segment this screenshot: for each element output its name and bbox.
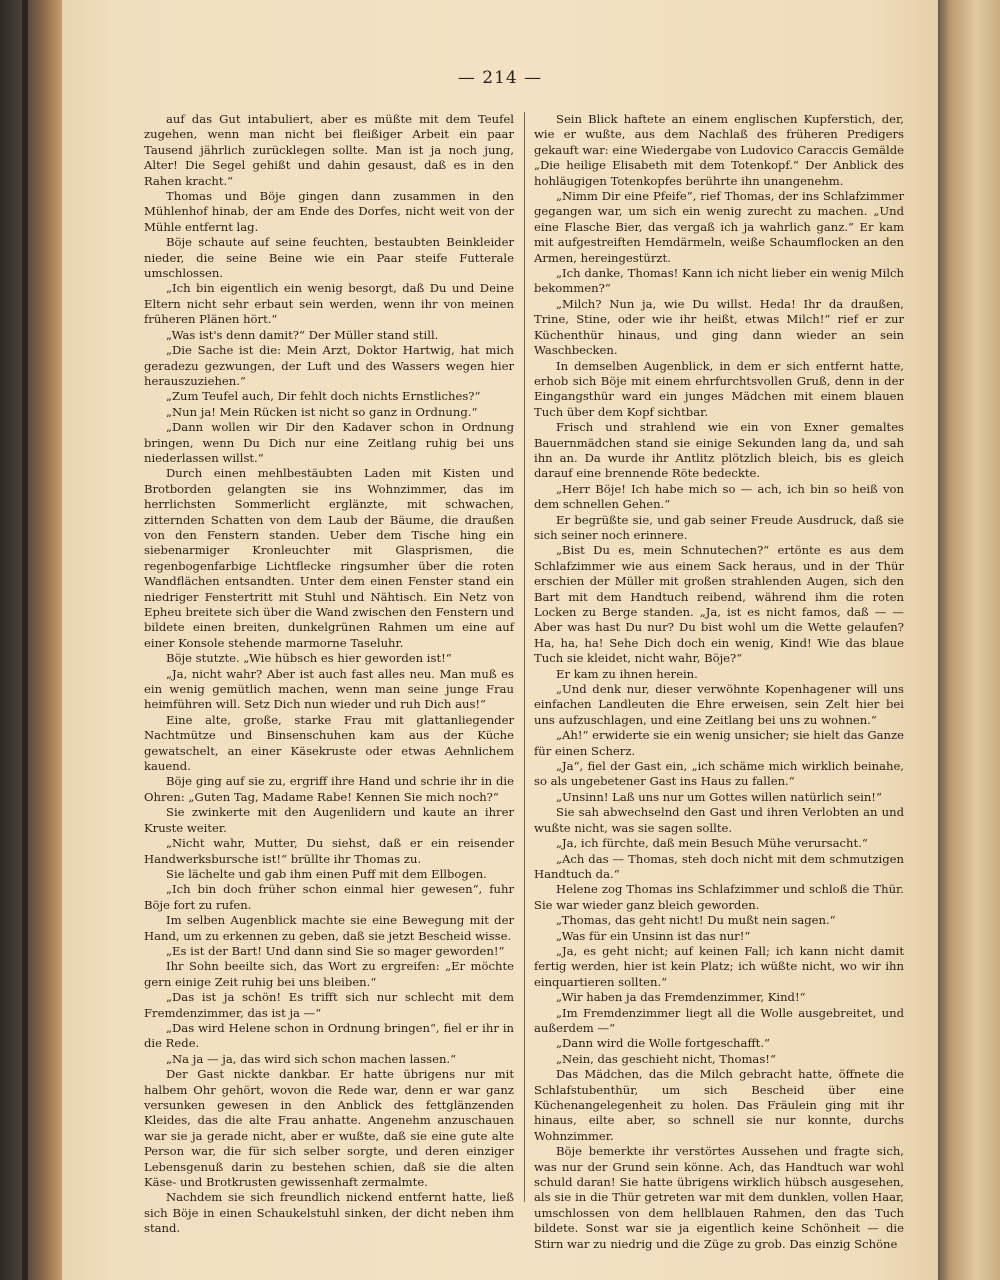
paragraph: „Ja, nicht wahr? Aber ist auch fast alles neu. Man muß es ein wenig gemütlich machen, wenn man seine junge Frau heimführen will. Setz Dich nun wieder und ruh Dich aus!“: [144, 666, 514, 712]
paragraph: „Dann wird die Wolle fortgeschafft.“: [556, 1036, 770, 1051]
paragraph: Im selben Augenblick machte sie eine Bewegung mit der Hand, um zu erkennen zu geben, daß sie jetzt Bescheid wisse.: [144, 913, 514, 943]
paragraph: Frisch und strahlend wie ein von Exner gemaltes Bauernmädchen stand sie einige Sekunden lang da, und sah ihn an. Da wurde ihr Antlitz plötzlich bleich, bis es gleich darauf eine brennende Röte bedeckte.: [534, 420, 904, 481]
paragraph: Sie sah abwechselnd den Gast und ihren Verlobten an und wußte nicht, was sie sagen sollte.: [534, 805, 904, 835]
paragraph: „Und denk nur, dieser verwöhnte Kopenhagener will uns einfachen Landleuten die Ehre erweisen, sein Zelt hier bei uns aufzuschlagen, und eine Zeitlang bei uns zu wohnen.“: [534, 682, 904, 727]
paragraph: „Milch? Nun ja, wie Du willst. Heda! Ihr da draußen, Trine, Stine, oder wie ihr heißt, etwas Milch!“ rief er zur Küchenthür hinaus, und ging dann wieder an sein Waschbecken.: [534, 296, 904, 358]
paragraph: „Wir haben ja das Fremdenzimmer, Kind!“: [556, 990, 806, 1005]
paragraph: „Das wird Helene schon in Ordnung bringen“, fiel er ihr in die Rede.: [144, 1020, 514, 1051]
paragraph: Sie zwinkerte mit den Augenlidern und kaute an ihrer Kruste weiter.: [144, 805, 514, 835]
paragraph: In demselben Augenblick, in dem er sich entfernt hatte, erhob sich Böje mit einem ehrfurchtsvollen Gruß, denn in der Eingangsthür ward ein junges Mädchen mit einem blauen Tuch über dem Kopf sichtbar.: [534, 358, 904, 419]
paragraph: auf das Gut intabuliert, aber es müßte mit dem Teufel zugehen, wenn man nicht bei fleißiger Arbeit ein paar Tausend jährlich zurücklegen sollte. Man ist ja noch jung, Alter! Die Segel gehißt und dahin gesaust, daß es in den Rahen kracht.“: [144, 112, 514, 188]
paragraph: Böje stutzte. „Wie hübsch es hier geworden ist!“: [166, 651, 452, 666]
paragraph: „Ah!“ erwiderte sie ein wenig unsicher; sie hielt das Ganze für einen Scherz.: [534, 728, 904, 758]
facing-page-edge: [938, 0, 1000, 1280]
paragraph: „Nicht wahr, Mutter, Du siehst, daß er ein reisender Handwerksbursche ist!“ brüllte ihr Thomas zu.: [144, 836, 514, 866]
paragraph: Das Mädchen, das die Milch gebracht hatte, öffnete die Schlafstubenthür, um sich Bescheid über eine Küchenangelegenheit zu holen. Das Fräulein ging mit ihr hinaus, eilte aber, so schnell sie nur konnte, durchs Wohnzimmer.: [534, 1067, 904, 1143]
paragraph: Er begrüßte sie, und gab seiner Freude Ausdruck, daß sie sich seiner noch erinnere.: [534, 512, 904, 542]
paragraph: „Zum Teufel auch, Dir fehlt doch nichts Ernstliches?“: [166, 389, 481, 404]
text-column-right: [534, 112, 904, 1251]
paragraph: „Ich bin doch früher schon einmal hier gewesen“, fuhr Böje fort zu rufen.: [144, 882, 514, 912]
paragraph: Durch einen mehlbestäubten Laden mit Kisten und Brotborden gelangten sie ins Wohnzimmer, das im herrlichsten Sommerlicht erglänzte, mit schwachen, zitternden Schatten von dem Laub der Bäume, die draußen von den Fenstern standen. Ueber dem Tische hing ein siebenarmiger Kronleuchter mit Glasprismen, die regenbogenfarbige Lichtflecke ringsumher über die roten Wandflächen entsandten. Unter dem einen Fenster stand ein niedriger Fenstertritt mit Stuhl und Nähtisch. Ein Netz von Epheu breitete sich über die Wand zwischen den Fenstern und bildete einen breiten, dunkelgrünen Rahmen um eine auf einer Konsole stehende marmorne Taseluhr.: [144, 466, 514, 650]
paragraph: Ihr Sohn beeilte sich, das Wort zu ergreifen: „Er möchte gern einige Zeit ruhig bei uns bleiben.“: [144, 959, 514, 989]
paragraph: „Ja, ich fürchte, daß mein Besuch Mühe verursacht.“: [556, 836, 868, 851]
paragraph: „Herr Böje! Ich habe mich so — ach, ich bin so heiß von dem schnellen Gehen.“: [534, 481, 904, 512]
text-column-left: [144, 112, 514, 1236]
paragraph: Böje schaute auf seine feuchten, bestaubten Beinkleider nieder, die seine Beine wie ein Paar steife Futterale umschlossen.: [144, 235, 514, 281]
paragraph: „Im Fremdenzimmer liegt all die Wolle ausgebreitet, und außerdem —“: [534, 1005, 904, 1035]
paragraph: „Was für ein Unsinn ist das nur!“: [556, 928, 751, 943]
paragraph: „Ja, es geht nicht; auf keinen Fall; ich kann nicht damit fertig werden, hier ist kein Platz; ich wüßte nicht, wo wir ihn einquartieren sollten.“: [534, 943, 904, 989]
paragraph: Nachdem sie sich freundlich nickend entfernt hatte, ließ sich Böje in einen Schaukelstuhl sinken, der dicht neben ihm stand.: [144, 1190, 514, 1236]
paragraph: „Ich danke, Thomas! Kann ich nicht lieber ein wenig Milch bekommen?“: [534, 266, 904, 296]
paragraph: „Na ja — ja, das wird sich schon machen lassen.“: [166, 1051, 457, 1066]
paragraph: „Ich bin eigentlich ein wenig besorgt, daß Du und Deine Eltern nicht sehr erbaut sein werden, wenn ihr von meinen früheren Plänen hört.“: [144, 281, 514, 327]
paragraph: „Was ist's denn damit?“ Der Müller stand still.: [166, 327, 439, 342]
book-binding: [0, 0, 62, 1280]
paragraph: Böje bemerkte ihr verstörtes Aussehen und fragte sich, was nur der Grund sein könne. Ach, das Handtuch war wohl schuld daran! Sie hatte übrigens wirklich hübsch ausgesehen, als sie in die Thür getreten war mit dem dunklen, vollen Haar, umschlossen von dem hellblauen Rahmen, den das Tuch bildete. Sonst war sie ja eigentlich keine Schönheit — die Stirn war zu niedrig und die Züge zu grob. Das einzig Schöne: [534, 1144, 904, 1251]
paragraph: „Ja“, fiel der Gast ein, „ich schäme mich wirklich beinahe, so als ungebetener Gast ins Haus zu fallen.“: [534, 759, 904, 789]
paragraph: „Nimm Dir eine Pfeife“, rief Thomas, der ins Schlafzimmer gegangen war, um sich ein wenig zurecht zu machen. „Und eine Flasche Bier, das vergaß ich ja wahrlich ganz.“ Er kam mit aufgestreiften Hemdärmeln, weiße Schaumflocken an den Armen, hereingestürzt.: [534, 189, 904, 265]
paragraph: „Nun ja! Mein Rücken ist nicht so ganz in Ordnung.“: [166, 404, 478, 419]
paragraph: „Ach das — Thomas, steh doch nicht mit dem schmutzigen Handtuch da.“: [534, 851, 904, 881]
paragraph: Eine alte, große, starke Frau mit glattanliegender Nachtmütze und Binsenschuhen kam aus der Küche gewatschelt, an einer Käsekruste oder etwas Aehnlichem kauend.: [144, 712, 514, 774]
paragraph: „Dann wollen wir Dir den Kadaver schon in Ordnung bringen, wenn Du Dich nur eine Zeitlang ruhig bei uns niederlassen willst.“: [144, 420, 514, 465]
paragraph: Der Gast nickte dankbar. Er hatte übrigens nur mit halbem Ohr gehört, wovon die Rede war, denn er war ganz versunken gewesen in den Anblick des fettglänzenden Kleides, das die alte Frau anhatte. Angenehm anzuschauen war sie ja gerade nicht, aber er wußte, daß sie eine gute alte Person war, die für sich selber sorgte, und deren einziger Lebensgenuß darin zu bestehen schien, daß sie die alten Käse- und Brotkrusten gewissenhaft zermalmte.: [144, 1067, 514, 1190]
book-page: [62, 0, 938, 1280]
paragraph: „Bist Du es, mein Schnutechen?“ ertönte es aus dem Schlafzimmer wie aus einem Sack heraus, und in der Thür erschien der Müller mit großen strahlenden Augen, sich den Bart mit dem Handtuch reibend, während ihm die roten Locken zu Berge standen. „Ja, ist es nicht famos, daß — — Aber was hast Du nur? Du bist wohl um die Wette gelaufen? Ha, ha, ha! Sehe Dich doch ein wenig, Kind! Wie das blaue Tuch sie kleidet, nicht wahr, Böje?“: [534, 543, 904, 666]
column-divider: [524, 112, 525, 1202]
paragraph: „Die Sache ist die: Mein Arzt, Doktor Hartwig, hat mich geradezu gezwungen, der Luft und des Wassers wegen hier herauszuziehen.“: [144, 343, 514, 388]
paragraph: „Das ist ja schön! Es trifft sich nur schlecht mit dem Fremdenzimmer, das ist ja —“: [144, 990, 514, 1020]
paragraph: „Thomas, das geht nicht! Du mußt nein sagen.“: [556, 913, 836, 928]
binding-edge: [22, 0, 28, 1280]
paragraph: „Nein, das geschieht nicht, Thomas!“: [556, 1051, 776, 1066]
paragraph: Helene zog Thomas ins Schlafzimmer und schloß die Thür. Sie war wieder ganz bleich geworden.: [534, 882, 904, 912]
paragraph: Böje ging auf sie zu, ergriff ihre Hand und schrie ihr in die Ohren: „Guten Tag, Madame Rabe! Kennen Sie mich noch?“: [144, 774, 514, 804]
paragraph: Sie lächelte und gab ihm einen Puff mit dem Ellbogen.: [166, 866, 487, 881]
page-number: — 214 —: [457, 68, 543, 88]
paragraph: „Unsinn! Laß uns nur um Gottes willen natürlich sein!“: [556, 789, 882, 804]
paragraph: „Es ist der Bart! Und dann sind Sie so mager geworden!“: [166, 943, 505, 958]
paragraph: Sein Blick haftete an einem englischen Kupferstich, der, wie er wußte, aus dem Nachlaß des früheren Predigers gekauft war: eine Wiedergabe von Ludovico Caraccis Gemälde „Die heilige Elisabeth mit dem Totenkopf.“ Der Anblick des hohläugigen Totenkopfes berührte ihn unangenehm.: [534, 112, 904, 188]
paragraph: Thomas und Böje gingen dann zusammen in den Mühlenhof hinab, der am Ende des Dorfes, nicht weit von der Mühle entfernt lag.: [144, 189, 514, 234]
paragraph: Er kam zu ihnen herein.: [556, 666, 698, 681]
